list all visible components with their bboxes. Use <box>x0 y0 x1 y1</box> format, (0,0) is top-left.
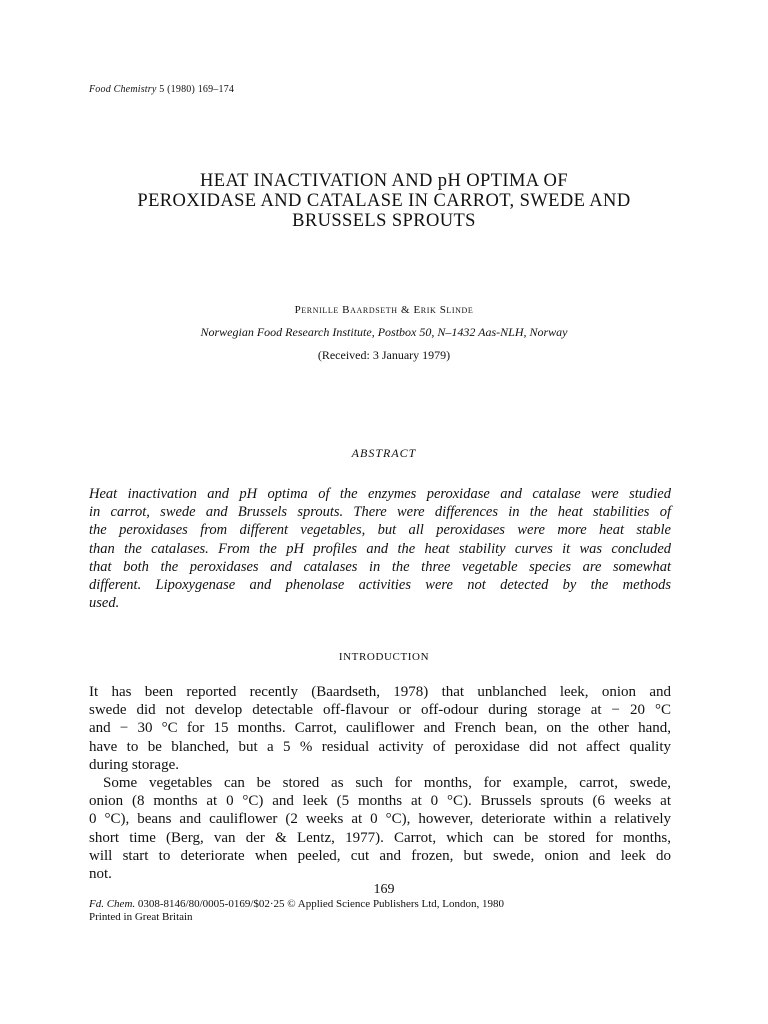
abstract-line: Heat inactivation and pH optima of the enzymes peroxidase and catalase were studied <box>89 486 671 502</box>
abstract-line: than the catalases. From the pH profiles and the heat stability curves it was concluded <box>89 540 671 557</box>
body-line: Some vegetables can be stored as such for months, for example, carrot, swede, <box>103 775 671 792</box>
body-line: swede did not develop detectable off-flavour or off-odour during storage at − 20 °C <box>89 702 671 719</box>
body-line: during storage. <box>89 756 179 773</box>
abstract-line: in carrot, swede and Brussels sprouts. There were differences in the heat stabilities of <box>89 504 671 521</box>
body-line: and − 30 °C for 15 months. Carrot, cauliflower and French bean, on the other hand, <box>89 720 671 737</box>
page-number: 169 <box>373 882 395 897</box>
running-head-journal: Food Chemistry <box>89 84 157 95</box>
paper-title <box>60 171 708 231</box>
introduction-body <box>89 683 671 883</box>
footer-printed-in: Printed in Great Britain <box>89 911 193 923</box>
footer <box>89 898 504 924</box>
abstract-body <box>89 485 671 612</box>
abstract-line: that both the peroxidases and catalases in the three vegetable species are somewhat <box>89 558 671 575</box>
running-head <box>89 84 234 95</box>
title-line: PEROXIDASE AND CATALASE IN CARROT, SWEDE AND <box>137 191 631 211</box>
abstract-heading: ABSTRACT <box>351 446 417 460</box>
footer-issn-copyright: 0308-8146/80/0005-0169/$02·25 © Applied Science Publishers Ltd, London, 1980 <box>135 898 505 910</box>
running-head-volume: 5 <box>159 84 165 95</box>
body-line: onion (8 months at 0 °C) and leek (5 months at 0 °C). Brussels sprouts (6 weeks at <box>89 793 671 810</box>
received-date: (Received: 3 January 1979) <box>317 348 451 362</box>
body-line: 0 °C), beans and cauliflower (2 weeks at 0 °C), however, deteriorate within a relatively <box>89 811 671 828</box>
abstract-line: the peroxidases from different vegetables, but all peroxidases were more heat stable <box>89 522 671 539</box>
body-line: will start to deteriorate when peeled, cut and frozen, but swede, onion and leek do <box>89 847 671 864</box>
affiliation: Norwegian Food Research Institute, Postbox 50, N–1432 Aas-NLH, Norway <box>200 325 568 339</box>
footer-copyright-line <box>89 898 504 911</box>
body-line: It has been reported recently (Baardseth, 1978) that unblanched leek, onion and <box>89 684 671 700</box>
body-line: short time (Berg, van der & Lentz, 1977). Carrot, which can be stored for months, <box>89 829 671 846</box>
abstract-line: different. Lipoxygenase and phenolase activities were not detected by the methods <box>89 577 671 594</box>
body-line: have to be blanched, but a 5 % residual activity of peroxidase did not affect quality <box>89 738 671 755</box>
authors: Pernille Baardseth & Erik Slinde <box>294 304 474 316</box>
footer-journal: Fd. Chem. <box>89 898 136 910</box>
title-line: BRUSSELS SPROUTS <box>292 211 476 231</box>
running-head-year-pages: (1980) 169–174 <box>164 84 235 95</box>
abstract-line: used. <box>89 595 120 612</box>
introduction-heading: INTRODUCTION <box>338 651 430 663</box>
body-line: not. <box>89 866 112 883</box>
title-line: HEAT INACTIVATION AND pH OPTIMA OF <box>199 171 569 191</box>
